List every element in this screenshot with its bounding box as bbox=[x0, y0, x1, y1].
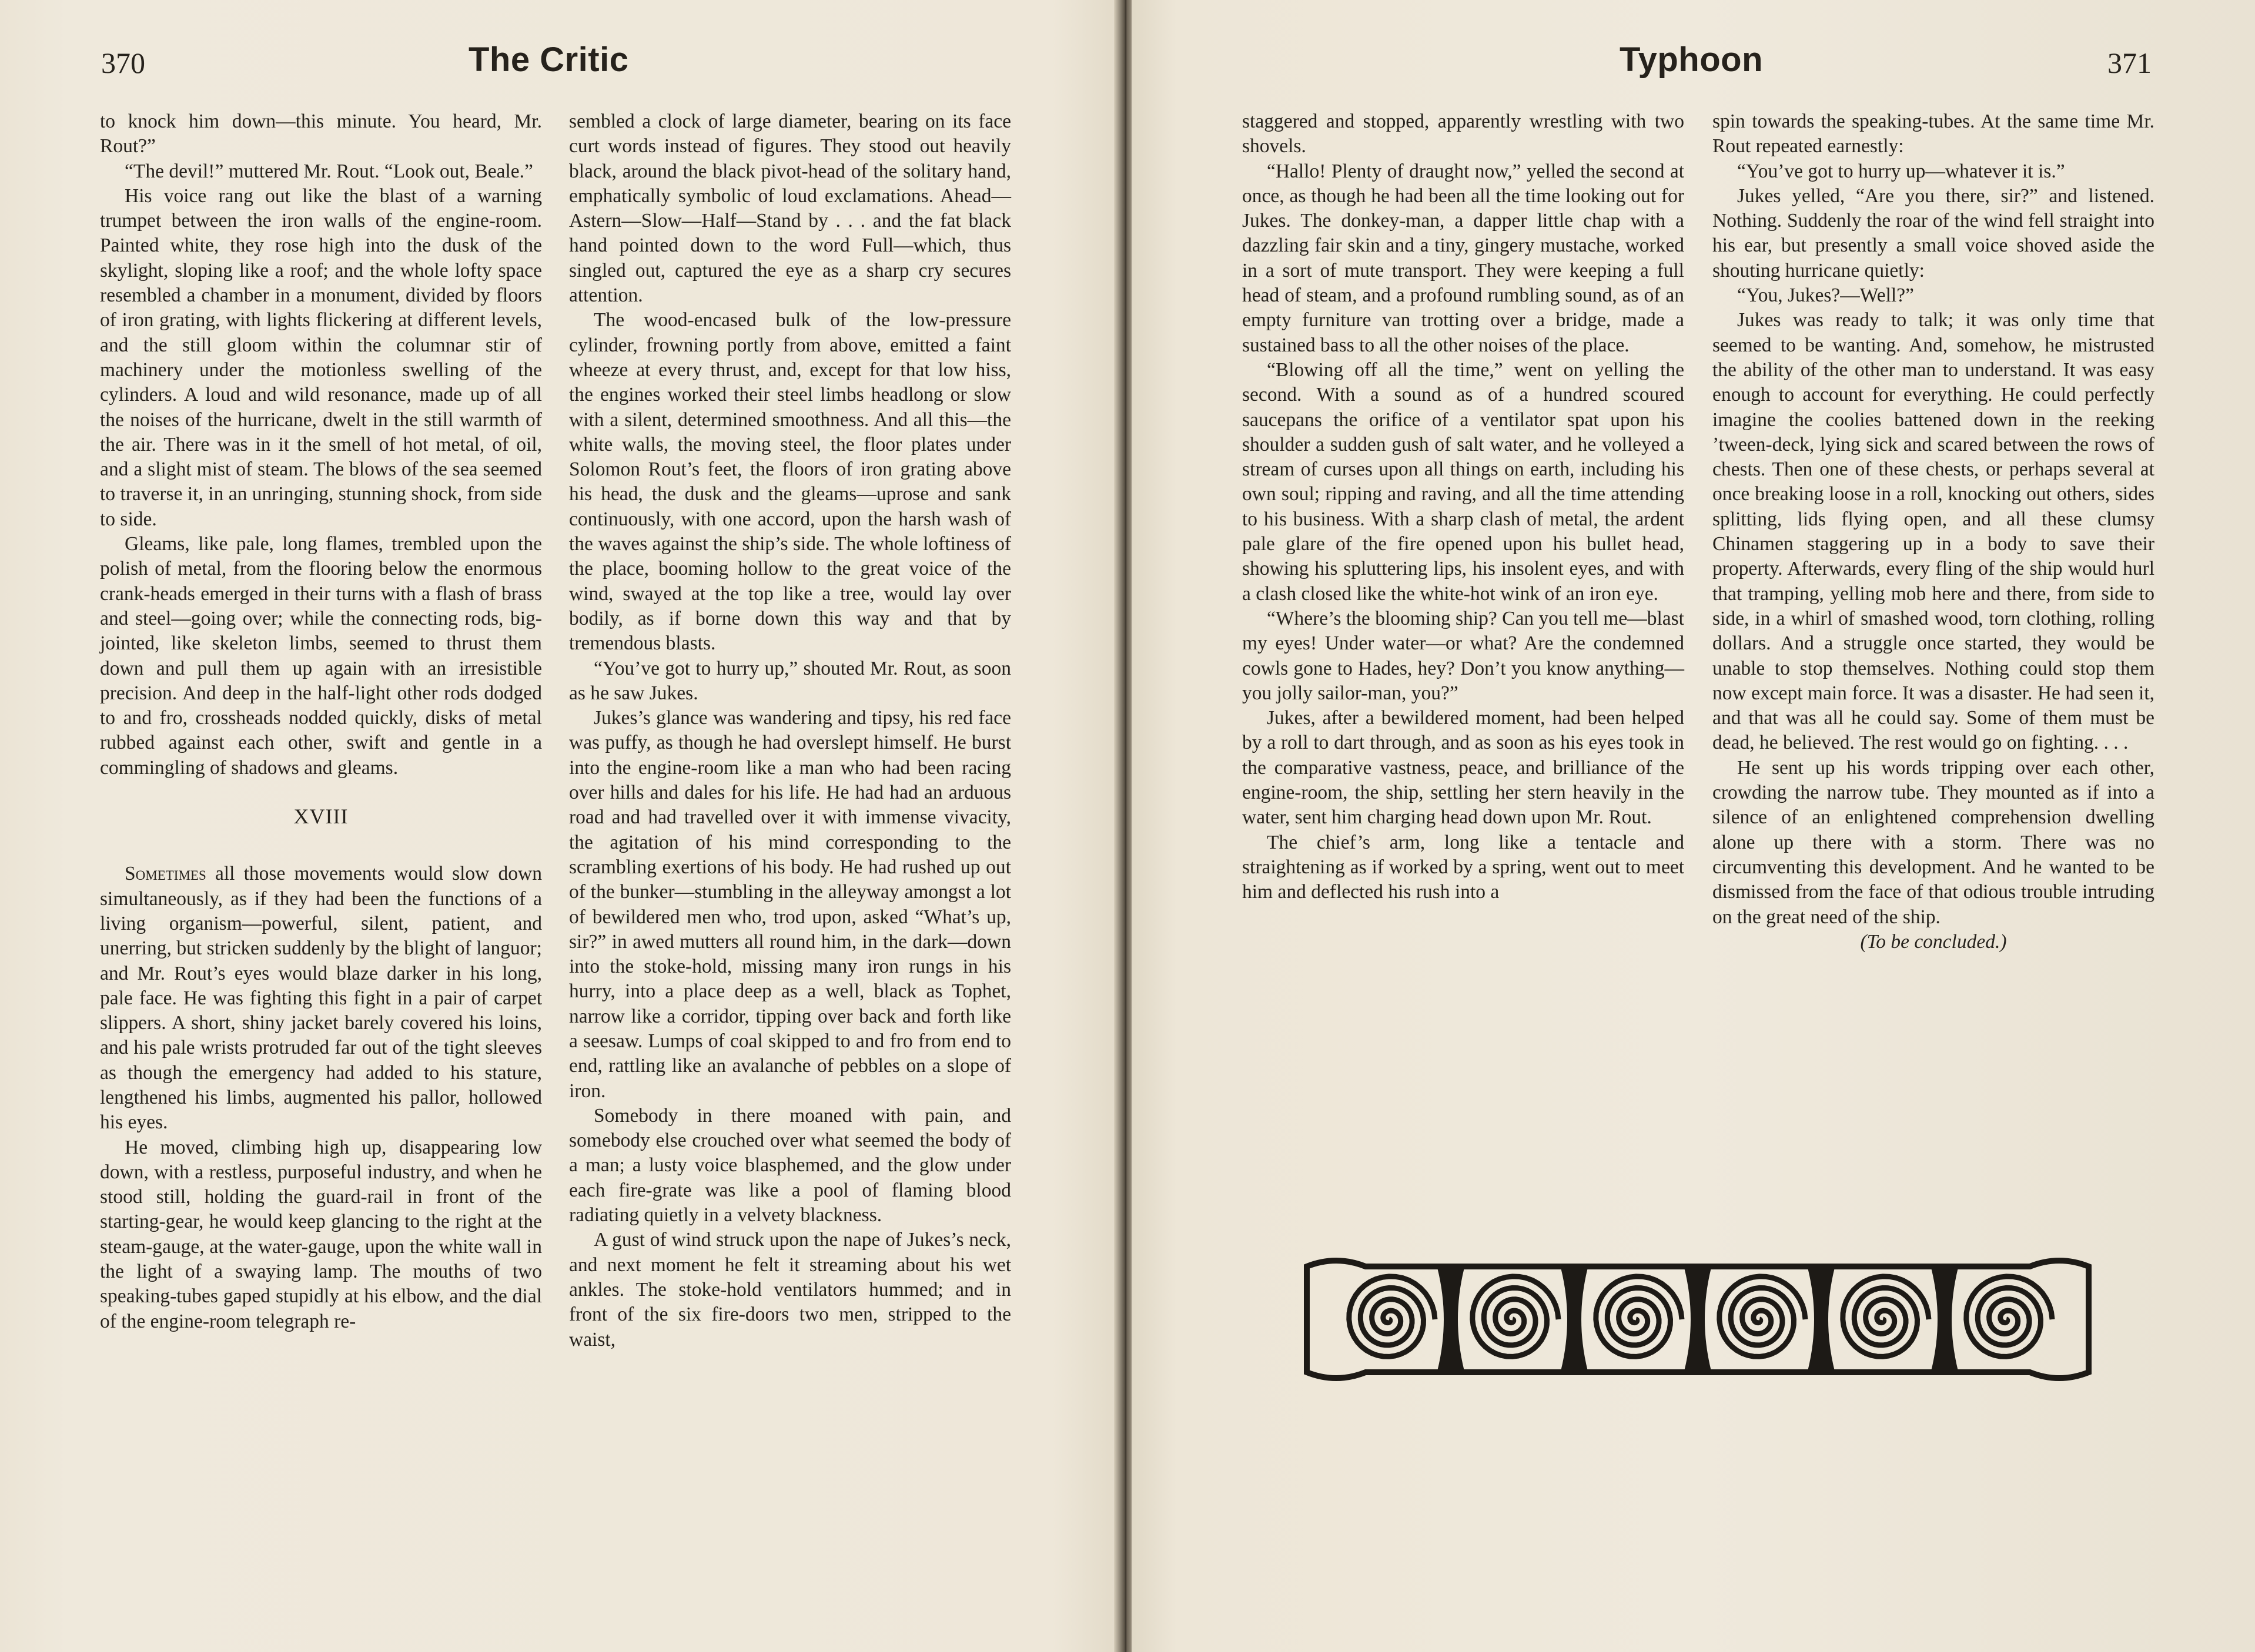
left-column-1 bbox=[100, 109, 542, 1334]
right-column-2 bbox=[1712, 109, 2154, 954]
to-be-concluded-note: (To be concluded.) bbox=[1860, 930, 2007, 953]
section-first-word: Sometimes bbox=[125, 863, 206, 885]
paragraph: The chief’s arm, long like a tentacle and straightening as if worked by a spring, went out to meet him and deflected his rush into a bbox=[1242, 831, 1684, 903]
spiral bbox=[1596, 1276, 1682, 1357]
spiral bbox=[1473, 1276, 1558, 1357]
paragraph: Jukes, after a bewildered moment, had been helped by a roll to dart through, and as soon as his eyes took in the comparative vastness, peace, and brilliance of the engine-room, the ship, settling her stern heavily in the water, sent him charging head down upon Mr. Rout. bbox=[1242, 707, 1684, 829]
paragraph: His voice rang out like the blast of a warning trumpet between the iron walls of the engine-room. Painted white, they rose high into the dusk of the skylight, sloping like a roof; and the whole lofty space resembled a chamber in a monument, divided by floors of iron grating, with lights flickering at different levels, and the still gloom within the columnar stir of machinery under the motionless swelling of the cylinders. A loud and wild resonance, made up of all the noises of the hurricane, dwelt in the still warmth of the air. There was in it the smell of hot metal, of oil, and a slight mist of steam. The blows of the sea seemed to traverse it, in an unringing, stunning shock, from side to side. bbox=[100, 185, 542, 530]
page-number-left: 370 bbox=[101, 46, 145, 79]
ornament-separator bbox=[1932, 1268, 1958, 1371]
paragraph: Jukes’s glance was wandering and tipsy, his red face was puffy, as though he had overslept himself. He burst into the engine-room like a man who had been racing over hills and dales for his life. He had had an arduous road and had travelled over it with immense vivacity, the agitation of his mind corresponding to the scrambling exertions of his body. He had rushed up out of the bunker—stumbling in the alleyway amongst a lot of bewildered men who, trod upon, asked “What’s up, sir?” in awed mutters all round him, in the dark—down into the stoke-hold, missing many iron rungs in his hurry, into a place deep as a well, black as Tophet, narrow like a corridor, tipping over back and forth like a seesaw. Lumps of coal skipped to and fro from end to end, rattling like an avalanche of pebbles on a slope of iron. bbox=[569, 707, 1011, 1102]
spiral bbox=[1843, 1276, 1929, 1357]
spiral-scroll-ornament-icon bbox=[1301, 1249, 2095, 1390]
ornament-separator bbox=[1561, 1268, 1587, 1371]
paragraph: “Blowing off all the time,” went on yelling the second. With a sound as of a hundred scoured saucepans the orifice of a ventilator spat upon his shoulder a sudden gush of salt water, and he volleyed a stream of curses upon all things on earth, including his own soul; ripping and raving, and all the time attending to his business. With a sharp clash of metal, the ardent pale glare of the fire opened upon his bullet head, showing his spluttering lips, his insolent eyes, and with a clash closed like the white-hot wink of an iron eye. bbox=[1242, 358, 1684, 605]
ornament-separator bbox=[1685, 1268, 1711, 1371]
spiral bbox=[1719, 1276, 1805, 1357]
section-heading: XVIII bbox=[293, 805, 349, 829]
left-column-2 bbox=[569, 109, 1011, 1352]
paragraph: “Where’s the blooming ship? Can you tell me—blast my eyes! Under water—or what? Are the condemned cowls gone to Hades, hey? Don’t you know anything—you jolly sailor-man, you?” bbox=[1242, 607, 1684, 704]
paragraph: “You’ve got to hurry up,” shouted Mr. Rout, as soon as he saw Jukes. bbox=[569, 657, 1011, 704]
paragraph: “Hallo! Plenty of draught now,” yelled the second at once, as though he had been all the time looking out for Jukes. The donkey-man, a dapper little chap with a dazzling fair skin and a tiny, gingery mustache, worked in a sort of mute transport. They were keeping a full head of steam, and a profound rumbling sound, as of an empty furniture van trotting over a bridge, made a sustained bass to all the other noises of the place. bbox=[1242, 160, 1684, 356]
paragraph: sembled a clock of large diameter, bearing on its face curt words instead of figures. They stood out heavily black, around the black pivot-head of the solitary hand, emphatically symbolic of loud exclamations. Ahead—Astern—Slow—Half—Stand by . . . and the fat black hand pointed down to the word Full—which, thus singled out, captured the eye as a sharp cry secures attention. bbox=[569, 110, 1011, 307]
paragraph: staggered and stopped, apparently wrestling with two shovels. bbox=[1242, 110, 1684, 158]
paragraph: Jukes yelled, “Are you there, sir?” and listened. Nothing. Suddenly the roar of the wind fell straight into his ear, but presently a small voice shoved aside the shouting hurricane quietly: bbox=[1712, 185, 2154, 282]
running-head-right: Typhoon bbox=[1620, 41, 1764, 79]
paragraph: Gleams, like pale, long flames, trembled upon the polish of metal, from the flooring below the enormous crank-heads emerged in their turns with a flash of brass and steel—going over; while the connecting rods, big-jointed, like skeleton limbs, seemed to thrust them down and pull them up again with an irresistible precision. And deep in the half-light other rods dodged to and fro, crossheads nodded quickly, disks of metal rubbed against each other, swift and gentle in a commingling of shadows and gleams. bbox=[100, 533, 542, 779]
section-first-paragraph bbox=[100, 862, 542, 1135]
paragraph: “You’ve got to hurry up—whatever it is.” bbox=[1737, 160, 2065, 182]
spiral bbox=[1966, 1276, 2052, 1357]
paragraph: The wood-encased bulk of the low-pressure cylinder, frowning portly from above, emitted a faint wheeze at every thrust, and, except for that low hiss, the engines worked their steel limbs headlong or slow with a silent, determined smoothness. And all this—the white walls, the moving steel, the floor plates under Solomon Rout’s feet, the floors of iron grating above his head, the dusk and the gleams—uprose and sank continuously, with one accord, upon the harsh wash of the waves against the ship’s side. The whole loftiness of the place, booming hollow to the great voice of the wind, swayed at the top like a tree, would lay over bodily, as if borne down this way and that by tremendous blasts. bbox=[569, 309, 1011, 655]
paragraph: He moved, climbing high up, disappearing low down, with a restless, purposeful industry, and when he stood still, holding the guard-rail in front of the starting-gear, he would keep glancing to the right at the steam-gauge, at the water-gauge, upon the white wall in the light of a swaying lamp. The mouths of two speaking-tubes gaped stupidly at his elbow, and the dial of the engine-room telegraph re- bbox=[100, 1136, 542, 1332]
running-head-left: The Critic bbox=[469, 41, 629, 79]
paragraph: A gust of wind struck upon the nape of Jukes’s neck, and next moment he felt it streaming about his wet ankles. The stoke-hold ventilators hummed; and in front of the six fire-doors two men, stripped to the waist, bbox=[569, 1229, 1011, 1351]
paragraph: Somebody in there moaned with pain, and somebody else crouched over what seemed the body of a man; a lusty voice blasphemed, and the glow under each fire-grate was like a pool of flaming blood radiating quietly in a velvety blackness. bbox=[569, 1104, 1011, 1227]
paragraph: to knock him down—this minute. You heard, Mr. Rout?” bbox=[100, 110, 542, 158]
left-page bbox=[0, 0, 1120, 1652]
paragraph: He sent up his words tripping over each other, crowding the narrow tube. They mounted as if into a silence of an enlightened comprehension dwelling alone up there with a storm. There was no circumventing this development. And he wanted to be dismissed from the face of that odious trouble intruding on the great need of the ship. bbox=[1712, 756, 2154, 928]
paragraph: “The devil!” muttered Mr. Rout. “Look out, Beale.” bbox=[125, 160, 533, 182]
paragraph: spin towards the speaking-tubes. At the same time Mr. Rout repeated earnestly: bbox=[1712, 110, 2154, 158]
ornament-separator bbox=[1438, 1268, 1464, 1371]
page-number-right: 371 bbox=[2107, 46, 2152, 79]
paragraph: “You, Jukes?—Well?” bbox=[1737, 284, 1914, 307]
right-page bbox=[1132, 0, 2255, 1652]
right-column-1 bbox=[1242, 109, 1684, 905]
paragraph: Jukes was ready to talk; it was only time that seemed to be wanting. And, somehow, he mistrusted the ability of the other man to understand. It was easy enough to account for everything. He could perfectly imagine the coolies battened down in the reeking ’tween-deck, lying sick and scared between the rows of chests. Then one of these chests, or perhaps several at once breaking loose in a roll, knocking out others, sides splitting, lids flying open, and all these clumsy Chinamen staggering up in a body to save their property. Afterwards, every fling of the ship would hurl that tramping, yelling mob here and there, from side to side, in a whirl of smashed wood, torn clothing, rolling dollars. And a struggle once started, they would be unable to stop themselves. Nothing could stop them now except main force. It was a disaster. He had seen it, and that was all he could say. Some of them must be dead, he believed. The rest would go on fighting. . . . bbox=[1712, 309, 2154, 754]
spiral bbox=[1349, 1276, 1435, 1357]
section-first-rest: all those movements would slow down simultaneously, as if they had been the functions of a living organism—powerful, silent, patient, and unerring, but stricken suddenly by the blight of languor; and Mr. Rout’s eyes would blaze darker in his long, pale face. He was fighting this fight in a pair of carpet slippers. A short, shiny jacket barely covered his loins, and his pale wrists protruded far out of the tight sleeves as though the emergency had added to his stature, lengthened his limbs, augmented his pallor, hollowed his eyes. bbox=[100, 863, 542, 1134]
ornament-separator bbox=[1808, 1268, 1834, 1371]
